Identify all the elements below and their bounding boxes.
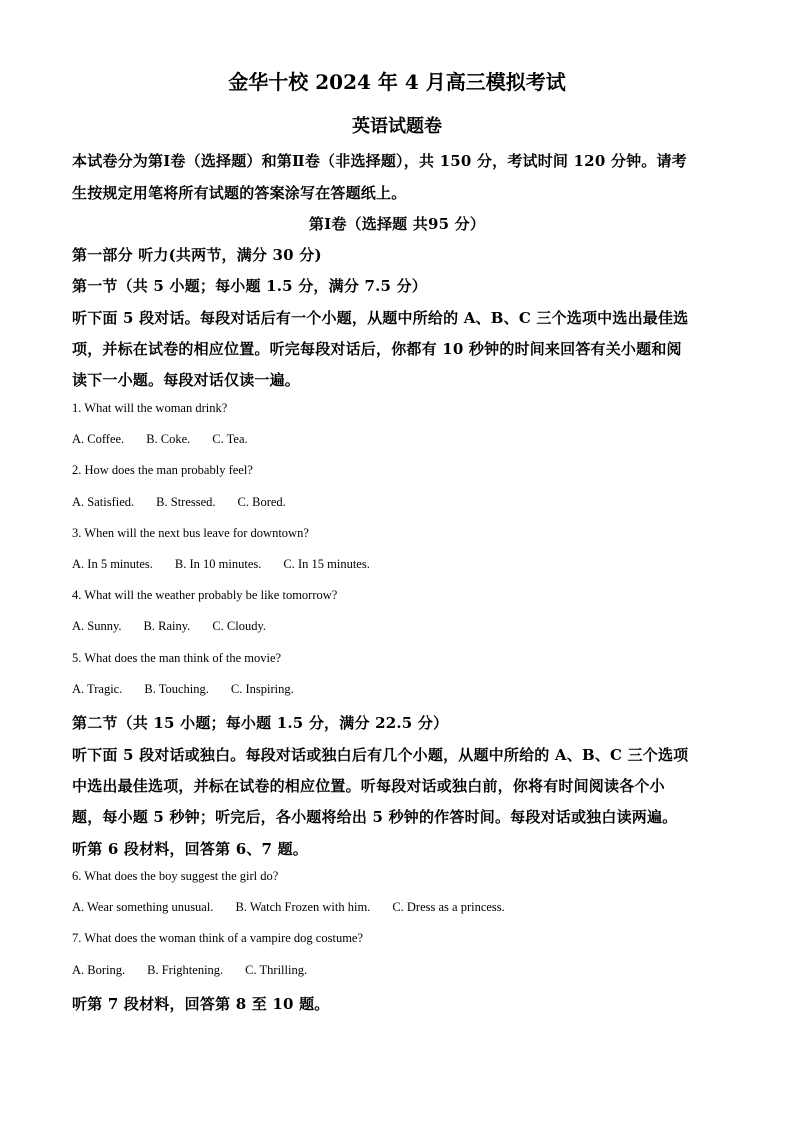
option: A. Coffee. [72, 432, 125, 446]
question-stem: 5. What does the man think of the movie? [72, 651, 282, 665]
question-options [72, 963, 329, 978]
option: B. Watch Frozen with him. [235, 900, 371, 914]
section-2-heading: 第二节（共 15 小题；每小题 1.5 分，满分 22.5 分） [72, 714, 449, 732]
question-stem: 3. When will the next bus leave for downtown? [72, 526, 309, 540]
intro-line-2: 生按规定用笔将所有试题的答案涂写在答题纸上。 [72, 184, 407, 202]
section-1-instruction: 项，并标在试卷的相应位置。听完每段对话后，你都有 10 秒钟的时间来回答有关小题和阅 [72, 340, 682, 358]
option: A. Wear something unusual. [72, 900, 214, 914]
exam-title: 金华十校 2024 年 4 月高三模拟考试 [228, 70, 566, 94]
question-options [72, 557, 392, 572]
question-stem: 7. What does the woman think of a vampire dog costume? [72, 931, 364, 945]
option: C. Inspiring. [230, 682, 294, 696]
option: C. Tea. [212, 432, 248, 446]
material-heading: 听第 7 段材料，回答第 8 至 10 题。 [72, 995, 330, 1013]
option: A. Boring. [72, 963, 126, 977]
option: B. Stressed. [156, 495, 216, 509]
part-heading: 第一部分 听力(共两节，满分 30 分) [72, 246, 322, 264]
section-1-heading: 第一节（共 5 小题；每小题 1.5 分，满分 7.5 分） [72, 277, 427, 295]
section-2-instruction: 听下面 5 段对话或独白。每段对话或独白后有几个小题，从题中所给的 A、B、C 三个选项 [72, 746, 689, 764]
option: A. In 5 minutes. [72, 557, 153, 571]
question-options [72, 619, 288, 634]
section-2-instruction: 中选出最佳选项，并标在试卷的相应位置。听每段对话或独白前，你将有时间阅读各个小 [72, 777, 665, 795]
question-options [72, 432, 270, 447]
option: B. Coke. [146, 432, 191, 446]
question-stem: 6. What does the boy suggest the girl do? [72, 869, 279, 883]
option: C. Dress as a princess. [392, 900, 505, 914]
section-1-instruction: 听下面 5 段对话。每段对话后有一个小题，从题中所给的 A、B、C 三个选项中选出最佳选 [72, 309, 689, 327]
option: B. Touching. [144, 682, 209, 696]
question-options [72, 495, 308, 510]
option: A. Sunny. [72, 619, 122, 633]
material-heading: 听第 6 段材料，回答第 6、7 题。 [72, 840, 309, 858]
option: C. Bored. [237, 495, 286, 509]
option: C. Thrilling. [245, 963, 308, 977]
option: A. Satisfied. [72, 495, 135, 509]
section-2-instruction: 题，每小题 5 秒钟；听完后，各小题将给出 5 秒钟的作答时间。每段对话或独白读两遍。 [72, 808, 678, 826]
question-stem: 2. How does the man probably feel? [72, 463, 253, 477]
question-stem: 4. What will the weather probably be like tomorrow? [72, 588, 338, 602]
section-1-instruction: 读下一小题。每段对话仅读一遍。 [72, 371, 301, 389]
option: C. Cloudy. [212, 619, 267, 633]
question-options [72, 900, 527, 915]
volume-heading: 第Ⅰ卷（选择题 共95 分） [308, 215, 486, 233]
option: A. Tragic. [72, 682, 123, 696]
option: B. Frightening. [147, 963, 224, 977]
question-options [72, 682, 316, 697]
intro-line-1: 本试卷分为第Ⅰ卷（选择题）和第Ⅱ卷（非选择题），共 150 分，考试时间 120 分钟。请考 [72, 152, 687, 170]
option: B. Rainy. [143, 619, 191, 633]
exam-subtitle: 英语试题卷 [352, 116, 442, 137]
option: B. In 10 minutes. [174, 557, 262, 571]
option: C. In 15 minutes. [283, 557, 370, 571]
question-stem: 1. What will the woman drink? [72, 401, 228, 415]
